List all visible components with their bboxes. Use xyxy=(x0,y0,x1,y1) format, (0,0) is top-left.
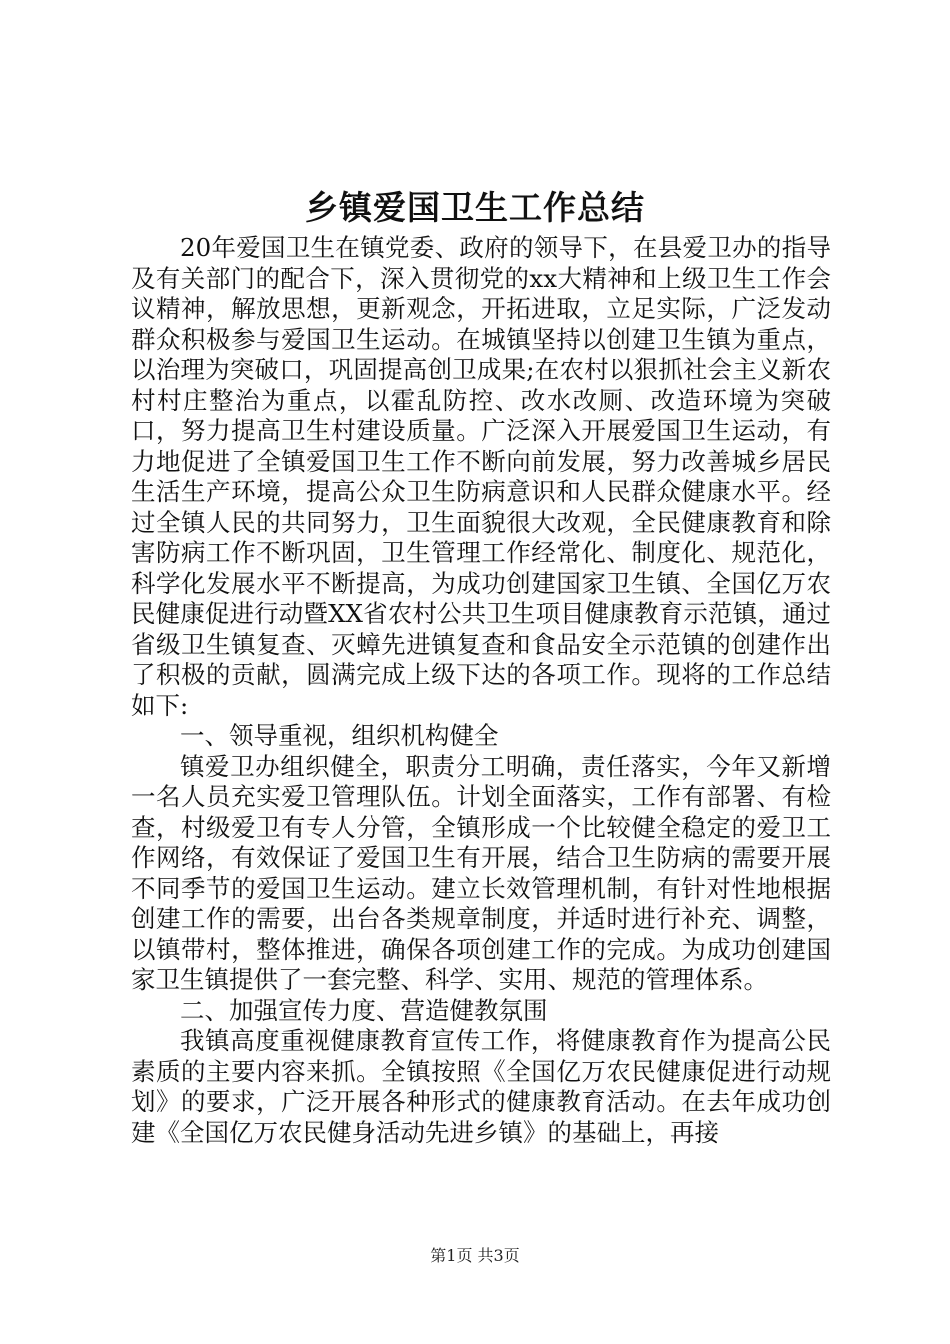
section-heading-2: 二、加强宣传力度、营造健教氛围 xyxy=(180,995,548,1025)
document-body xyxy=(131,233,831,1148)
section-heading-1: 一、领导重视，组织机构健全 xyxy=(180,721,499,750)
document-title: 乡镇爱国卫生工作总结 xyxy=(305,188,645,227)
section-2-paragraph: 我镇高度重视健康教育宣传工作，将健康教育作为提高公民素质的主要内容来抓。全镇按照《全国亿万农民健康促进行动规划》的要求，广泛开展各种形式的健康教育活动。在去年成功创建《全国亿万农民健身活动先进乡镇》的基础上，再接 xyxy=(131,1026,831,1147)
page-footer: 第1页 共3页 xyxy=(430,1246,520,1265)
intro-paragraph: 20年爱国卫生在镇党委、政府的领导下，在县爱卫办的指导及有关部门的配合下，深入贯彻党的xx大精神和上级卫生工作会议精神，解放思想，更新观念，开拓进取，立足实际，广泛发动群众积极参与爱国卫生运动。在城镇坚持以创建卫生镇为重点，以治理为突破口，巩固提高创卫成果;在农村以狠抓社会主义新农村村庄整治为重点，以霍乱防控、改水改厕、改造环境为突破口，努力提高卫生村建设质量。广泛深入开展爱国卫生运动，有力地促进了全镇爱国卫生工作不断向前发展，努力改善城乡居民生活生产环境，提高公众卫生防病意识和人民群众健康水平。经过全镇人民的共同努力，卫生面貌很大改观，全民健康教育和除害防病工作不断巩固，卫生管理工作经常化、制度化、规范化，科学化发展水平不断提高，为成功创建国家卫生镇、全国亿万农民健康促进行动暨XX省农村公共卫生项目健康教育示范镇，通过省级卫生镇复查、灭蟑先进镇复查和食品安全示范镇的创建作出了积极的贡献，圆满完成上级下达的各项工作。现将的工作总结如下: xyxy=(131,233,831,720)
section-1-paragraph: 镇爱卫办组织健全，职责分工明确，责任落实，今年又新增一名人员充实爱卫管理队伍。计划全面落实，工作有部署、有检查，村级爱卫有专人分管，全镇形成一个比较健全稳定的爱卫工作网络，有效保证了爱国卫生有开展，结合卫生防病的需要开展不同季节的爱国卫生运动。建立长效管理机制，有针对性地根据创建工作的需要，出台各类规章制度，并适时进行补充、调整，以镇带村，整体推进，确保各项创建工作的完成。为成功创建国家卫生镇提供了一套完整、科学、实用、规范的管理体系。 xyxy=(131,751,831,994)
